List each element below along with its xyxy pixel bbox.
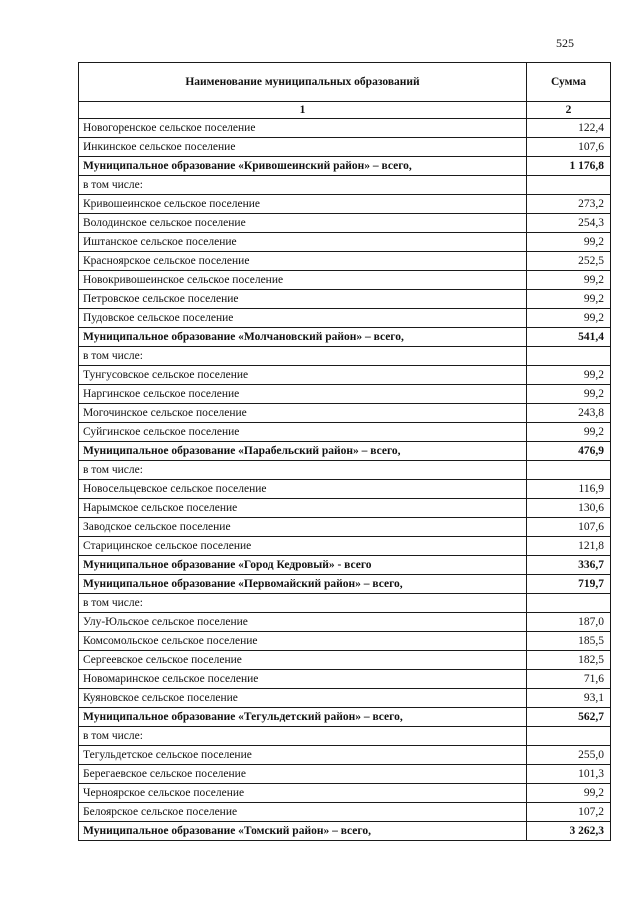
row-name: Иштанское сельское поселение [79, 233, 527, 252]
table-row [79, 290, 611, 309]
row-sum: 99,2 [527, 366, 611, 385]
row-sum: 99,2 [527, 423, 611, 442]
row-sum: 336,7 [527, 556, 611, 575]
row-sum: 101,3 [527, 765, 611, 784]
row-name: Белоярское сельское поселение [79, 803, 527, 822]
row-sum: 99,2 [527, 309, 611, 328]
table-header-row [79, 63, 611, 102]
row-name: Новосельцевское сельское поселение [79, 480, 527, 499]
table-row [79, 233, 611, 252]
table-row-total [79, 822, 611, 841]
row-name: Муниципальное образование «Томский район» – всего, [79, 822, 527, 841]
column-number-row [79, 102, 611, 119]
row-sum: 3 262,3 [527, 822, 611, 841]
header-name: Наименование муниципальных образований [79, 63, 527, 102]
row-sum: 107,6 [527, 518, 611, 537]
table-row [79, 480, 611, 499]
row-sum [527, 461, 611, 480]
row-name: Черноярское сельское поселение [79, 784, 527, 803]
table-row-total [79, 575, 611, 594]
row-name: Тунгусовское сельское поселение [79, 366, 527, 385]
row-name: Муниципальное образование «Кривошеинский район» – всего, [79, 157, 527, 176]
row-sum: 130,6 [527, 499, 611, 518]
row-sum [527, 176, 611, 195]
row-sum: 562,7 [527, 708, 611, 727]
row-sum: 1 176,8 [527, 157, 611, 176]
row-name: Новомаринское сельское поселение [79, 670, 527, 689]
row-name: Инкинское сельское поселение [79, 138, 527, 157]
row-name: Муниципальное образование «Молчановский район» – всего, [79, 328, 527, 347]
row-sum: 252,5 [527, 252, 611, 271]
row-sum: 99,2 [527, 233, 611, 252]
row-name: Володинское сельское поселение [79, 214, 527, 233]
row-sum: 99,2 [527, 290, 611, 309]
table-row [79, 404, 611, 423]
table-row [79, 689, 611, 708]
table-row [79, 385, 611, 404]
row-name: Заводское сельское поселение [79, 518, 527, 537]
table-row-total [79, 442, 611, 461]
row-sum: 243,8 [527, 404, 611, 423]
row-sum: 107,6 [527, 138, 611, 157]
row-name: Новокривошеинское сельское поселение [79, 271, 527, 290]
row-sum [527, 727, 611, 746]
row-sum: 121,8 [527, 537, 611, 556]
row-sum: 122,4 [527, 119, 611, 138]
table-row [79, 176, 611, 195]
row-sum: 182,5 [527, 651, 611, 670]
row-name: Суйгинское сельское поселение [79, 423, 527, 442]
table-row [79, 499, 611, 518]
table-row [79, 651, 611, 670]
table-row [79, 252, 611, 271]
row-name: Берегаевское сельское поселение [79, 765, 527, 784]
table-row [79, 366, 611, 385]
table-row [79, 195, 611, 214]
row-name: Муниципальное образование «Первомайский район» – всего, [79, 575, 527, 594]
table-row [79, 271, 611, 290]
column-number-2: 2 [527, 102, 611, 119]
table-row [79, 309, 611, 328]
table-row [79, 594, 611, 613]
row-sum [527, 594, 611, 613]
column-number-1: 1 [79, 102, 527, 119]
row-sum: 99,2 [527, 784, 611, 803]
table-row [79, 347, 611, 366]
table-row [79, 803, 611, 822]
row-name: в том числе: [79, 461, 527, 480]
table-row [79, 746, 611, 765]
row-sum: 93,1 [527, 689, 611, 708]
row-name: в том числе: [79, 176, 527, 195]
row-sum: 99,2 [527, 385, 611, 404]
table-row [79, 119, 611, 138]
table-row [79, 670, 611, 689]
row-name: Муниципальное образование «Парабельский район» – всего, [79, 442, 527, 461]
row-sum: 476,9 [527, 442, 611, 461]
row-name: Красноярское сельское поселение [79, 252, 527, 271]
row-sum: 541,4 [527, 328, 611, 347]
row-sum: 107,2 [527, 803, 611, 822]
row-name: Нарымское сельское поселение [79, 499, 527, 518]
table-row [79, 784, 611, 803]
table-row-total [79, 157, 611, 176]
table-row [79, 727, 611, 746]
table-row [79, 613, 611, 632]
row-name: в том числе: [79, 727, 527, 746]
row-name: в том числе: [79, 594, 527, 613]
row-name: Пудовское сельское поселение [79, 309, 527, 328]
table-row [79, 214, 611, 233]
row-name: Петровское сельское поселение [79, 290, 527, 309]
allocation-table [78, 62, 611, 841]
row-sum: 273,2 [527, 195, 611, 214]
row-name: Комсомольское сельское поселение [79, 632, 527, 651]
page-number: 525 [556, 36, 574, 50]
row-name: Старицинское сельское поселение [79, 537, 527, 556]
table-row [79, 138, 611, 157]
table-row [79, 537, 611, 556]
table-row-total [79, 556, 611, 575]
table-row [79, 423, 611, 442]
row-sum: 719,7 [527, 575, 611, 594]
table-row [79, 632, 611, 651]
row-sum: 116,9 [527, 480, 611, 499]
table-row-total [79, 708, 611, 727]
row-name: Сергеевское сельское поселение [79, 651, 527, 670]
row-name: Могочинское сельское поселение [79, 404, 527, 423]
row-name: Куяновское сельское поселение [79, 689, 527, 708]
table-row [79, 765, 611, 784]
row-sum: 255,0 [527, 746, 611, 765]
row-name: Муниципальное образование «Город Кедровый» - всего [79, 556, 527, 575]
row-sum: 99,2 [527, 271, 611, 290]
row-name: Тегульдетское сельское поселение [79, 746, 527, 765]
row-name: Муниципальное образование «Тегульдетский район» – всего, [79, 708, 527, 727]
row-name: в том числе: [79, 347, 527, 366]
row-name: Улу-Юльское сельское поселение [79, 613, 527, 632]
row-sum: 187,0 [527, 613, 611, 632]
table-body [79, 119, 611, 841]
row-sum: 254,3 [527, 214, 611, 233]
row-name: Новогоренское сельское поселение [79, 119, 527, 138]
row-sum: 185,5 [527, 632, 611, 651]
table-row [79, 461, 611, 480]
row-name: Кривошеинское сельское поселение [79, 195, 527, 214]
row-sum [527, 347, 611, 366]
row-name: Наргинское сельское поселение [79, 385, 527, 404]
row-sum: 71,6 [527, 670, 611, 689]
header-sum: Сумма [527, 63, 611, 102]
table-row-total [79, 328, 611, 347]
table-row [79, 518, 611, 537]
